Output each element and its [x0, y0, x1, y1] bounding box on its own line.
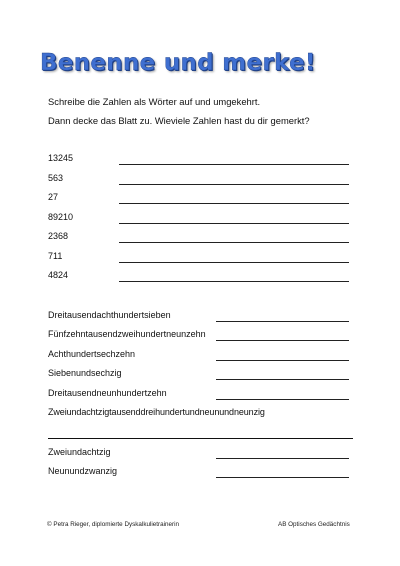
word-label: Zweiundachtzig — [48, 447, 111, 457]
number-row — [48, 251, 352, 265]
answer-line[interactable] — [216, 340, 349, 341]
number-row — [48, 270, 352, 284]
answer-line[interactable] — [119, 223, 349, 224]
answer-line[interactable] — [119, 242, 349, 243]
number-row — [48, 192, 352, 206]
answer-line[interactable] — [216, 477, 349, 478]
answer-line[interactable] — [216, 399, 349, 400]
number-label: 4824 — [48, 270, 69, 280]
word-label: Dreitausendachthundertsieben — [48, 310, 171, 320]
answer-line[interactable] — [119, 184, 349, 185]
answer-line[interactable] — [216, 321, 349, 322]
word-row — [48, 310, 352, 324]
number-row — [48, 212, 352, 226]
number-label: 27 — [48, 192, 59, 202]
answer-separator-line[interactable] — [48, 438, 353, 439]
footer-copyright: © Petra Rieger, diplomierte Dyskalkulietrainerin — [47, 521, 180, 528]
answer-line[interactable] — [119, 281, 349, 282]
word-row — [48, 447, 352, 461]
worksheet-title: Benenne und merke! — [40, 50, 316, 76]
instruction-line-2: Dann decke das Blatt zu. Wieviele Zahlen hast du dir gemerkt? — [48, 115, 310, 126]
word-label: Siebenundsechzig — [48, 368, 122, 378]
word-label: Fünfzehntausendzweihundertneunzehn — [48, 329, 206, 339]
word-row — [48, 466, 352, 480]
number-row — [48, 173, 352, 187]
instruction-line-1: Schreibe die Zahlen als Wörter auf und umgekehrt. — [48, 96, 261, 107]
word-row — [48, 407, 352, 421]
number-label: 2368 — [48, 231, 69, 241]
answer-line[interactable] — [119, 262, 349, 263]
number-label: 89210 — [48, 212, 74, 222]
answer-line[interactable] — [119, 203, 349, 204]
number-label: 711 — [48, 251, 63, 261]
word-label: Achthundertsechzehn — [48, 349, 136, 359]
word-label: Dreitausendneunhundertzehn — [48, 388, 167, 398]
word-row — [48, 388, 352, 402]
answer-line[interactable] — [216, 458, 349, 459]
number-label: 13245 — [48, 153, 74, 163]
word-row — [48, 349, 352, 363]
word-row — [48, 329, 352, 343]
answer-line[interactable] — [216, 360, 349, 361]
footer-worksheet-name: AB Optisches Gedächtnis — [278, 521, 350, 528]
answer-line[interactable] — [216, 379, 349, 380]
word-row — [48, 368, 352, 382]
number-row — [48, 231, 352, 245]
word-label: Zweiundachtzigtausenddreihundertundneunundneunzig — [48, 407, 265, 417]
answer-line[interactable] — [119, 164, 349, 165]
word-label: Neunundzwanzig — [48, 466, 118, 476]
number-row — [48, 153, 352, 167]
number-label: 563 — [48, 173, 64, 183]
